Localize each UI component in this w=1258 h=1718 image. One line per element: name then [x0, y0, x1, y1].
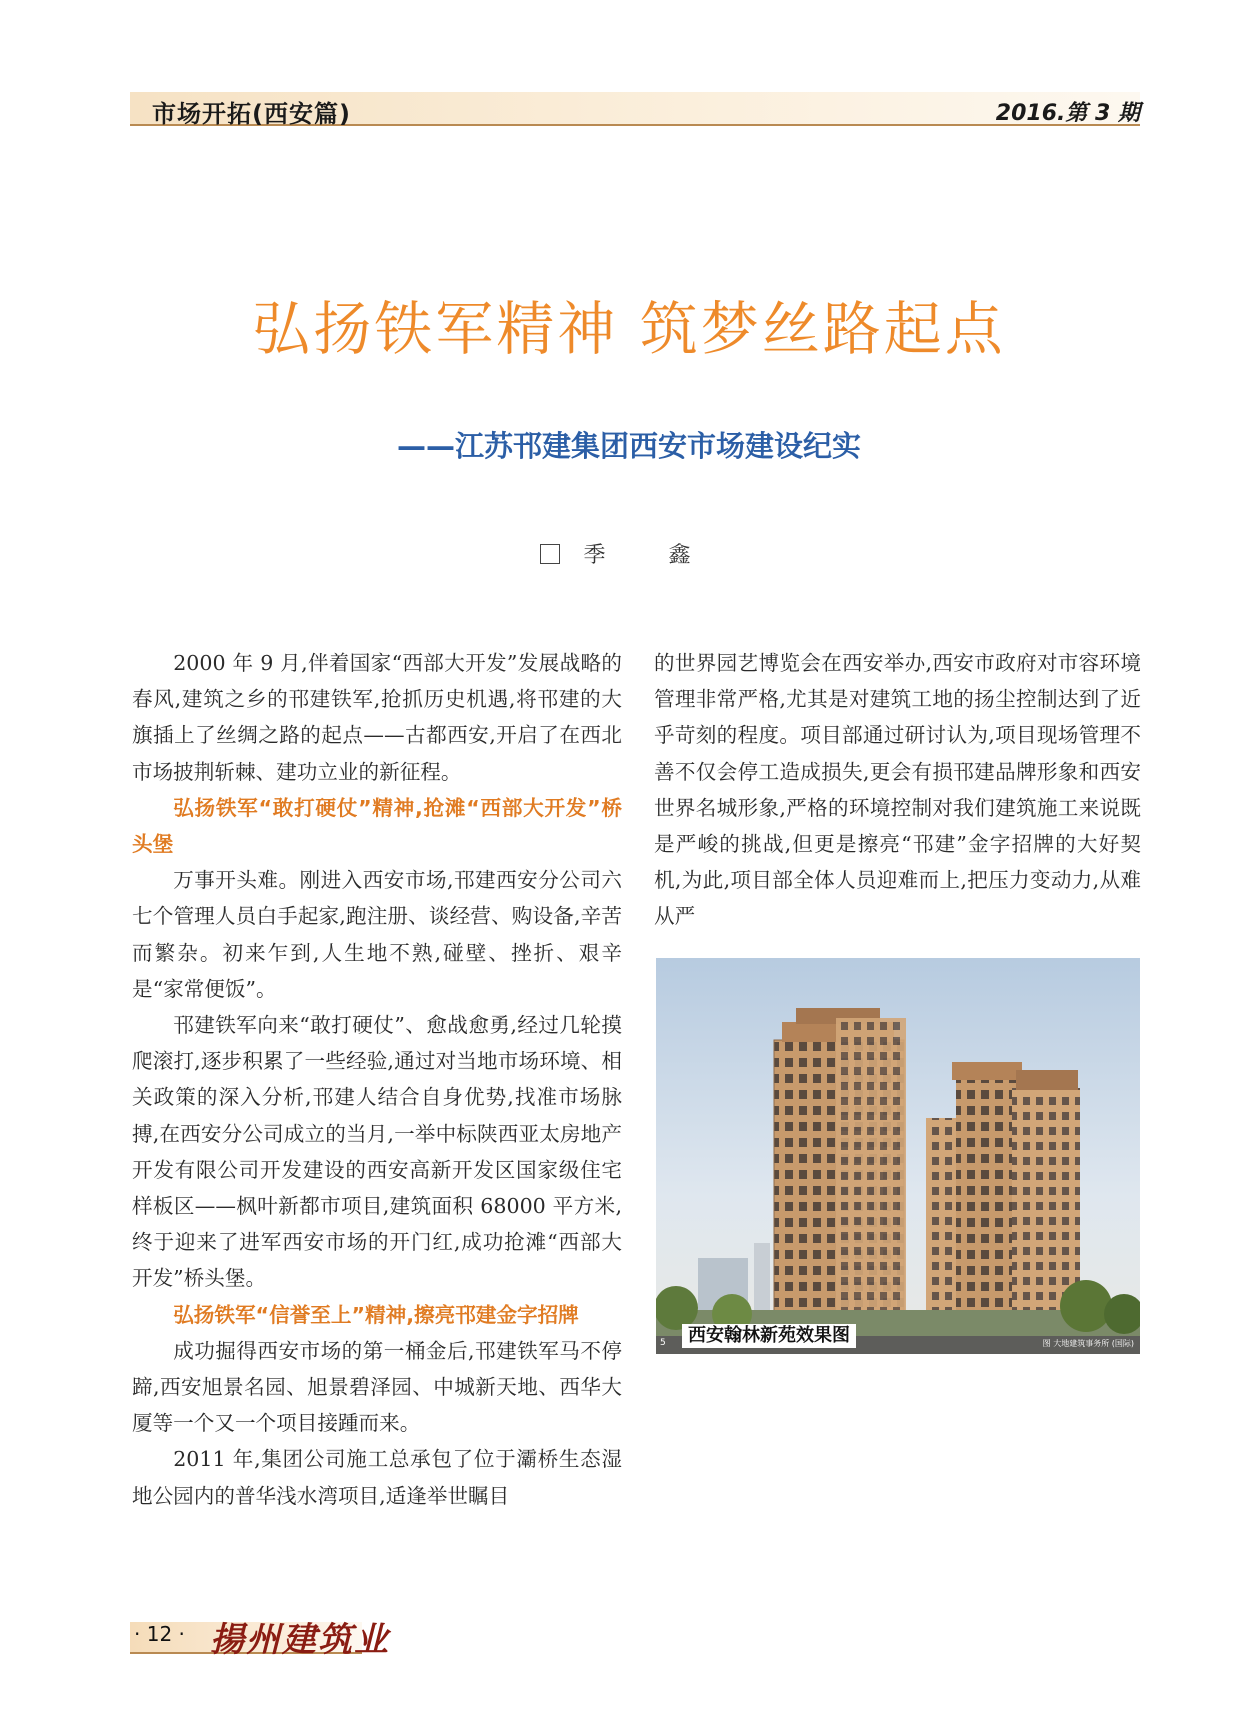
- issue-label: 2016.第 3 期: [995, 101, 1140, 126]
- section-heading-1: 弘扬铁军“敢打硬仗”精神,抢滩“西部大开发”桥头堡: [132, 795, 622, 857]
- paragraph-5: 2011 年,集团公司施工总承包了位于灞桥生态湿地公园内的普华浅水湾项目,适逢举世瞩目: [132, 1447, 622, 1508]
- building-rendering-figure: [656, 958, 1140, 1354]
- paragraph-3: 邗建铁军向来“敢打硬仗”、愈战愈勇,经过几轮摸爬滚打,逐步积累了一些经验,通过对当地市场环境、相关政策的深入分析,邗建人结合自身优势,找准市场脉搏,在西安分公司成立的当月,一举中标陕西亚太房地产开发有限公司开发建设的西安高新开发区国家级住宅样板区——枫叶新都市项目,建筑面积 68000 平方米,终于迎来了进军西安市场的开门红,成功抢滩“西部大开发”桥头堡。: [132, 1013, 622, 1291]
- section-heading-2: 弘扬铁军“信誉至上”精神,擦亮邗建金字招牌: [173, 1302, 579, 1327]
- column-left: [132, 645, 622, 1514]
- paragraph-1: 2000 年 9 月,伴着国家“西部大开发”发展战略的春风,建筑之乡的邗建铁军,抢抓历史机遇,将邗建的大旗插上了丝绸之路的起点——古都西安,开启了在西北市场披荆斩棘、建功立业的新征程。: [132, 651, 622, 784]
- byline-square-icon: [540, 544, 560, 564]
- section-tag: 市场开拓(西安篇): [152, 100, 351, 128]
- paragraph-4: 成功掘得西安市场的第一桶金后,邗建铁军马不停蹄,西安旭景名园、旭景碧泽园、中城新天地、西华大厦等一个又一个项目接踵而来。: [132, 1338, 622, 1436]
- column-right: [654, 645, 1141, 935]
- figure-caption: 西安翰林新苑效果图: [682, 1324, 856, 1348]
- paragraph-2: 万事开头难。刚进入西安市场,邗建西安分公司六七个管理人员白手起家,跑注册、谈经营、购设备,辛苦而繁杂。初来乍到,人生地不熟,碰壁、挫折、艰辛是“家常便饭”。: [132, 868, 622, 1001]
- building-illustration: [656, 958, 1140, 1354]
- magazine-logo: 揚州建筑业: [210, 1620, 390, 1660]
- article-title: 弘扬铁军精神 筑梦丝路起点: [252, 295, 1006, 363]
- figure-number: 5: [660, 1338, 666, 1348]
- page-number: · 12 ·: [134, 1622, 185, 1646]
- author-name: 季 鑫: [583, 543, 719, 568]
- figure-credit: 图 大地建筑事务所 (国际): [1042, 1339, 1134, 1348]
- article-subtitle: ——江苏邗建集团西安市场建设纪实: [396, 429, 861, 463]
- paragraph-6: 的世界园艺博览会在西安举办,西安市政府对市容环境管理非常严格,尤其是对建筑工地的扬尘控制达到了近乎苛刻的程度。项目部通过研讨认为,项目现场管理不善不仅会停工造成损失,更会有损邗建品牌形象和西安世界名城形象,严格的环境控制对我们建筑施工来说既是严峻的挑战,但更是擦亮“邗建”金字招牌的大好契机,为此,项目部全体人员迎难而上,把压力变动力,从难从严: [654, 651, 1141, 929]
- byline: [0, 538, 1258, 569]
